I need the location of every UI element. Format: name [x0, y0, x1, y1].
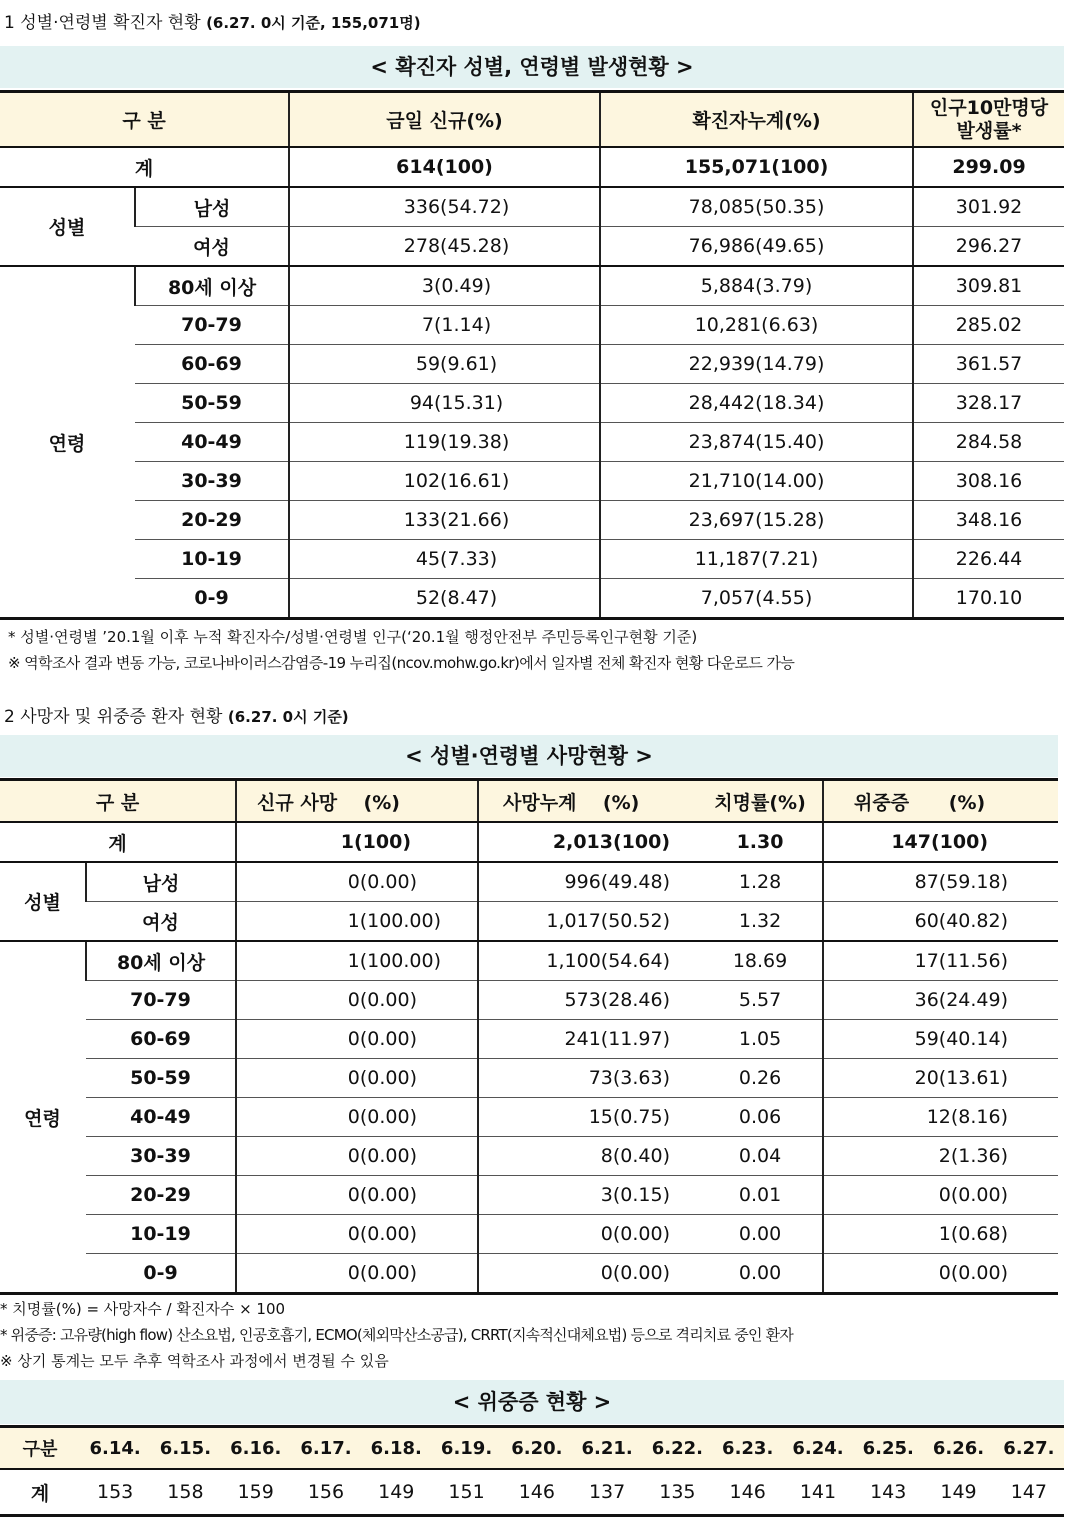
col-header-severe: 위중증 (%)	[823, 780, 1058, 823]
row-label: 0-9	[86, 1254, 236, 1294]
table-row-total	[0, 822, 1058, 862]
col-header-date: 6.22.	[642, 1427, 712, 1470]
cell-new: 336(54.72)	[289, 187, 600, 227]
col-header-rate	[913, 92, 1064, 148]
section2-footnote: * 치명률(%) = 사망자수 / 확진자수 × 100	[0, 1300, 286, 1318]
cell-new: 133(21.66)	[289, 501, 600, 540]
cell-value: 137	[572, 1469, 642, 1516]
section1-footnote: * 성별·연령별 ’20.1월 이후 누적 확진자수/성별·연령별 인구(‘20.1월 행정안전부 주민등록인구현황 기준)	[8, 628, 698, 646]
cell-severe: 12(8.16)	[823, 1098, 1058, 1137]
cell-cumulative: 15(0.75)	[478, 1098, 698, 1137]
cell-cumulative: 8(0.40)	[478, 1137, 698, 1176]
cell-new: 0(0.00)	[236, 1215, 478, 1254]
cell-rate: 361.57	[913, 345, 1064, 384]
section1-date-note: (6.27. 0시 기준, 155,071명)	[206, 14, 421, 32]
cell-rate: 226.44	[913, 540, 1064, 579]
table-row	[0, 423, 1064, 462]
table-row	[0, 306, 1064, 345]
cell-new: 0(0.00)	[236, 1254, 478, 1294]
table-row	[0, 981, 1058, 1020]
table-row	[0, 902, 1058, 942]
col-header-date: 6.14.	[80, 1427, 150, 1470]
cell-cumulative: 78,085(50.35)	[600, 187, 913, 227]
cell-value: 141	[783, 1469, 853, 1516]
col-header-date: 6.20.	[502, 1427, 572, 1470]
table-row	[0, 384, 1064, 423]
cell-new: 3(0.49)	[289, 266, 600, 306]
row-label: 계	[0, 822, 236, 862]
table-header-row	[0, 1427, 1064, 1470]
col-header-date: 6.16.	[221, 1427, 291, 1470]
group-label-sex: 성별	[0, 187, 135, 266]
cell-severe: 17(11.56)	[823, 941, 1058, 981]
section1-banner: < 확진자 성별, 연령별 발생현황 >	[0, 46, 1064, 88]
cell-new: 7(1.14)	[289, 306, 600, 345]
table-header-row	[0, 92, 1064, 148]
section2-banner: < 성별·연령별 사망현황 >	[0, 735, 1058, 777]
cell-new: 1(100)	[236, 822, 478, 862]
cell-fatality: 0.00	[698, 1254, 823, 1294]
cell-new: 1(100.00)	[236, 941, 478, 981]
cell-fatality: 5.57	[698, 981, 823, 1020]
row-label: 10-19	[86, 1215, 236, 1254]
cell-new: 0(0.00)	[236, 862, 478, 902]
table-row	[0, 1020, 1058, 1059]
cell-severe: 0(0.00)	[823, 1176, 1058, 1215]
cell-value: 158	[150, 1469, 220, 1516]
cell-rate: 299.09	[913, 147, 1064, 187]
cell-fatality: 0.06	[698, 1098, 823, 1137]
cell-cumulative: 241(11.97)	[478, 1020, 698, 1059]
cell-new: 119(19.38)	[289, 423, 600, 462]
table-row	[0, 1176, 1058, 1215]
cell-severe: 59(40.14)	[823, 1020, 1058, 1059]
table-row	[0, 1137, 1058, 1176]
col-header-rate-line1: 인구10만명당	[929, 96, 1049, 119]
table-row	[0, 1059, 1058, 1098]
col-header-date: 6.26.	[923, 1427, 993, 1470]
cell-rate: 309.81	[913, 266, 1064, 306]
cell-value: 149	[923, 1469, 993, 1516]
confirmed-cases-table	[0, 90, 1064, 620]
section2-title: 2 사망자 및 위중증 환자 현황	[4, 707, 223, 727]
table-row	[0, 1254, 1058, 1294]
cell-severe: 1(0.68)	[823, 1215, 1058, 1254]
section2-heading	[4, 702, 349, 727]
cell-value: 159	[221, 1469, 291, 1516]
cell-fatality: 18.69	[698, 941, 823, 981]
table-row	[0, 1215, 1058, 1254]
cell-fatality: 0.26	[698, 1059, 823, 1098]
cell-new: 0(0.00)	[236, 1020, 478, 1059]
cell-fatality: 1.30	[698, 822, 823, 862]
section1-footnote: ※ 역학조사 결과 변동 가능, 코로나바이러스감염증-19 누리집(ncov.mohw.go.kr)에서 일자별 전체 확진자 현황 다운로드 가능	[8, 654, 795, 672]
cell-cumulative: 5,884(3.79)	[600, 266, 913, 306]
cell-new: 614(100)	[289, 147, 600, 187]
cell-severe: 87(59.18)	[823, 862, 1058, 902]
cell-value: 146	[502, 1469, 572, 1516]
group-label-sex: 성별	[0, 862, 86, 941]
row-label: 남성	[86, 862, 236, 902]
section2-footnote: * 위중증: 고유량(high flow) 산소요법, 인공호흡기, ECMO(체외막산소공급), CRRT(지속적신대체요법) 등으로 격리치료 중인 환자	[0, 1326, 793, 1344]
col-header-date: 6.21.	[572, 1427, 642, 1470]
cell-cumulative: 22,939(14.79)	[600, 345, 913, 384]
cell-cumulative: 155,071(100)	[600, 147, 913, 187]
cell-new: 0(0.00)	[236, 1059, 478, 1098]
cell-cumulative: 3(0.15)	[478, 1176, 698, 1215]
cell-new: 0(0.00)	[236, 1137, 478, 1176]
cell-rate: 284.58	[913, 423, 1064, 462]
row-label: 70-79	[135, 306, 289, 345]
col-header-date: 6.15.	[150, 1427, 220, 1470]
cell-new: 0(0.00)	[236, 1098, 478, 1137]
table-row	[0, 266, 1064, 306]
cell-severe: 147(100)	[823, 822, 1058, 862]
col-header-cumulative-deaths: 사망누계 (%)	[478, 780, 698, 823]
section2-footnote: ※ 상기 통계는 모두 추후 역학조사 과정에서 변경될 수 있음	[0, 1352, 389, 1370]
table-row	[0, 227, 1064, 267]
cell-new: 94(15.31)	[289, 384, 600, 423]
col-header-category: 구 분	[0, 780, 236, 823]
table-row	[0, 1469, 1064, 1516]
row-label: 80세 이상	[135, 266, 289, 306]
group-label-age: 연령	[0, 941, 86, 1294]
row-label: 0-9	[135, 579, 289, 619]
cell-new: 52(8.47)	[289, 579, 600, 619]
cell-severe: 36(24.49)	[823, 981, 1058, 1020]
table-row-total	[0, 147, 1064, 187]
cell-rate: 328.17	[913, 384, 1064, 423]
cell-new: 59(9.61)	[289, 345, 600, 384]
cell-value: 146	[713, 1469, 783, 1516]
table-row	[0, 1098, 1058, 1137]
cell-new: 102(16.61)	[289, 462, 600, 501]
row-label: 계	[0, 1469, 80, 1516]
cell-cumulative: 2,013(100)	[478, 822, 698, 862]
cell-cumulative: 23,697(15.28)	[600, 501, 913, 540]
cell-rate: 301.92	[913, 187, 1064, 227]
cell-rate: 308.16	[913, 462, 1064, 501]
cell-severe: 60(40.82)	[823, 902, 1058, 942]
col-header-rate-line2: 발생률*	[956, 119, 1022, 142]
table-header-row	[0, 780, 1058, 823]
row-label: 80세 이상	[86, 941, 236, 981]
cell-value: 151	[431, 1469, 501, 1516]
cell-fatality: 0.01	[698, 1176, 823, 1215]
col-header-date: 6.18.	[361, 1427, 431, 1470]
row-label: 30-39	[135, 462, 289, 501]
cell-rate: 348.16	[913, 501, 1064, 540]
cell-value: 143	[853, 1469, 923, 1516]
cell-cumulative: 11,187(7.21)	[600, 540, 913, 579]
cell-value: 147	[994, 1469, 1064, 1516]
row-label: 20-29	[135, 501, 289, 540]
cell-new: 0(0.00)	[236, 1176, 478, 1215]
table-row	[0, 862, 1058, 902]
row-label: 30-39	[86, 1137, 236, 1176]
col-header-date: 6.17.	[291, 1427, 361, 1470]
row-label: 40-49	[86, 1098, 236, 1137]
table-row	[0, 540, 1064, 579]
col-header-date: 6.24.	[783, 1427, 853, 1470]
col-header-date: 6.25.	[853, 1427, 923, 1470]
cell-cumulative: 73(3.63)	[478, 1059, 698, 1098]
cell-cumulative: 23,874(15.40)	[600, 423, 913, 462]
group-label-age: 연령	[0, 266, 135, 619]
cell-cumulative: 573(28.46)	[478, 981, 698, 1020]
severe-trend-table	[0, 1425, 1064, 1517]
col-header-cumulative: 확진자누계(%)	[600, 92, 913, 148]
col-header-fatality: 치명률(%)	[698, 780, 823, 823]
row-label: 50-59	[135, 384, 289, 423]
row-label: 계	[0, 147, 289, 187]
cell-severe: 2(1.36)	[823, 1137, 1058, 1176]
deaths-table	[0, 778, 1058, 1295]
cell-severe: 0(0.00)	[823, 1254, 1058, 1294]
row-label: 60-69	[86, 1020, 236, 1059]
cell-cumulative: 21,710(14.00)	[600, 462, 913, 501]
cell-cumulative: 28,442(18.34)	[600, 384, 913, 423]
section3-banner: < 위중증 현황 >	[0, 1380, 1064, 1424]
row-label: 40-49	[135, 423, 289, 462]
row-label: 20-29	[86, 1176, 236, 1215]
cell-cumulative: 1,100(54.64)	[478, 941, 698, 981]
col-header-category: 구 분	[0, 92, 289, 148]
table-row	[0, 579, 1064, 619]
cell-rate: 170.10	[913, 579, 1064, 619]
col-header-date: 6.23.	[713, 1427, 783, 1470]
col-header-new: 금일 신규(%)	[289, 92, 600, 148]
cell-value: 153	[80, 1469, 150, 1516]
row-label: 남성	[135, 187, 289, 227]
cell-severe: 20(13.61)	[823, 1059, 1058, 1098]
row-label: 60-69	[135, 345, 289, 384]
cell-cumulative: 0(0.00)	[478, 1215, 698, 1254]
cell-value: 149	[361, 1469, 431, 1516]
section2-date-note: (6.27. 0시 기준)	[227, 708, 349, 726]
cell-fatality: 1.28	[698, 862, 823, 902]
section1-title: 1 성별·연령별 확진자 현황	[4, 13, 201, 33]
cell-cumulative: 996(49.48)	[478, 862, 698, 902]
section1-heading	[4, 8, 421, 33]
cell-new: 0(0.00)	[236, 981, 478, 1020]
cell-cumulative: 1,017(50.52)	[478, 902, 698, 942]
cell-new: 1(100.00)	[236, 902, 478, 942]
cell-new: 45(7.33)	[289, 540, 600, 579]
row-label: 10-19	[135, 540, 289, 579]
table-row	[0, 941, 1058, 981]
cell-rate: 285.02	[913, 306, 1064, 345]
cell-new: 278(45.28)	[289, 227, 600, 267]
cell-cumulative: 76,986(49.65)	[600, 227, 913, 267]
row-label: 여성	[135, 227, 289, 267]
cell-value: 135	[642, 1469, 712, 1516]
row-label: 50-59	[86, 1059, 236, 1098]
cell-cumulative: 0(0.00)	[478, 1254, 698, 1294]
cell-fatality: 1.05	[698, 1020, 823, 1059]
cell-cumulative: 7,057(4.55)	[600, 579, 913, 619]
cell-cumulative: 10,281(6.63)	[600, 306, 913, 345]
cell-fatality: 0.00	[698, 1215, 823, 1254]
table-row	[0, 187, 1064, 227]
table-row	[0, 345, 1064, 384]
col-header-category: 구분	[0, 1427, 80, 1470]
cell-fatality: 0.04	[698, 1137, 823, 1176]
row-label: 여성	[86, 902, 236, 942]
cell-fatality: 1.32	[698, 902, 823, 942]
col-header-date: 6.27.	[994, 1427, 1064, 1470]
col-header-date: 6.19.	[431, 1427, 501, 1470]
cell-rate: 296.27	[913, 227, 1064, 267]
cell-value: 156	[291, 1469, 361, 1516]
col-header-new-deaths: 신규 사망 (%)	[236, 780, 478, 823]
row-label: 70-79	[86, 981, 236, 1020]
table-row	[0, 462, 1064, 501]
table-row	[0, 501, 1064, 540]
